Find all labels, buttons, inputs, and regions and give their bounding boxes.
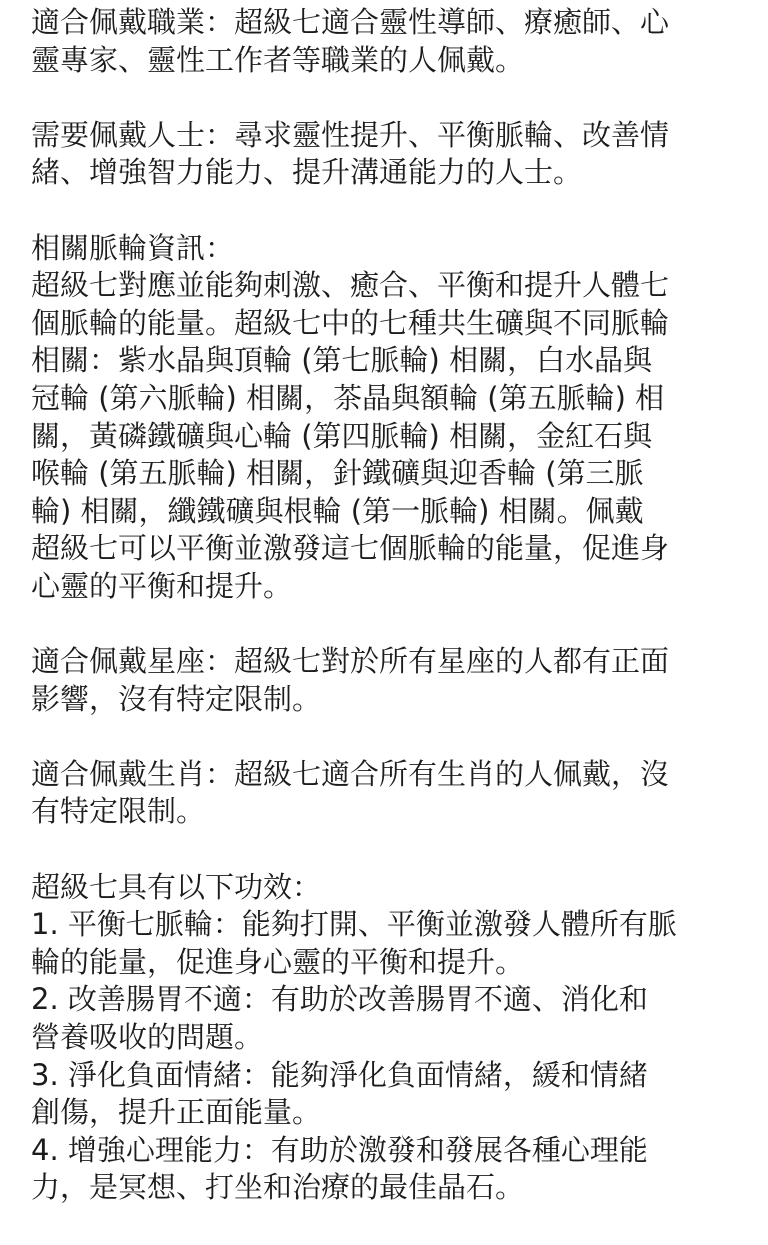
list-item	[31, 1057, 743, 1132]
text-line: 相關：紫水晶與頂輪 (第七脈輪) 相關，白水晶與	[31, 343, 653, 378]
text-line: 超級七對應並能夠刺激、癒合、平衡和提升人體七	[31, 268, 670, 303]
text-line: 2. 改善腸胃不適：有助於改善腸胃不適、消化和	[31, 982, 648, 1017]
text-line: 影響，沒有特定限制。	[31, 681, 322, 716]
effects-heading: 超級七具有以下功效：	[31, 869, 322, 904]
text-line: 力，是冥想、打坐和治療的最佳晶石。	[31, 1170, 525, 1205]
text-line: 心靈的平衡和提升。	[31, 568, 293, 603]
text-line: 營養吸收的問題。	[31, 1020, 264, 1055]
chakra-paragraph	[31, 230, 743, 606]
text-line: 超級七可以平衡並激發這七個脈輪的能量，促進身	[31, 531, 670, 566]
text-line: 創傷，提升正面能量。	[31, 1095, 322, 1130]
text-line: 關，黃磷鐵礦與心輪 (第四脈輪) 相關，金紅石與	[31, 418, 653, 453]
people-paragraph	[31, 117, 743, 192]
effects-list	[31, 906, 743, 1207]
text-line: 3. 淨化負面情緒：能夠淨化負面情緒，緩和情緒	[31, 1057, 648, 1092]
shengxiao-paragraph	[31, 756, 743, 831]
text-line: 靈專家、靈性工作者等職業的人佩戴。	[31, 42, 525, 77]
text-line: 輪的能量，促進身心靈的平衡和提升。	[31, 944, 525, 979]
effects-section	[31, 869, 743, 1207]
text-line: 適合佩戴職業：超級七適合靈性導師、療癒師、心	[31, 5, 670, 39]
chakra-heading: 相關脈輪資訊：	[31, 230, 235, 265]
zodiac-paragraph	[31, 643, 743, 718]
text-line: 4. 增強心理能力：有助於激發和發展各種心理能	[31, 1132, 648, 1167]
text-line: 適合佩戴星座：超級七對於所有星座的人都有正面	[31, 644, 670, 679]
text-line: 輪) 相關，纖鐵礦與根輪 (第一脈輪) 相關。佩戴	[31, 493, 644, 528]
text-line: 冠輪 (第六脈輪) 相關，茶晶與額輪 (第五脈輪) 相	[31, 380, 665, 415]
list-item	[31, 1132, 743, 1207]
text-line: 喉輪 (第五脈輪) 相關，針鐵礦與迎香輪 (第三脈	[31, 456, 644, 491]
text-line: 1. 平衡七脈輪：能夠打開、平衡並激發人體所有脈	[31, 907, 677, 942]
note-body	[31, 4, 743, 1245]
text-line: 需要佩戴人士：尋求靈性提升、平衡脈輪、改善情	[31, 117, 670, 152]
text-line: 個脈輪的能量。超級七中的七種共生礦與不同脈輪	[31, 305, 670, 340]
occupation-paragraph	[31, 4, 743, 79]
list-item	[31, 981, 743, 1056]
text-line: 有特定限制。	[31, 794, 206, 829]
text-line: 緒、增強智力能力、提升溝通能力的人士。	[31, 155, 583, 190]
list-item	[31, 906, 743, 981]
text-line: 適合佩戴生肖：超級七適合所有生肖的人佩戴，沒	[31, 756, 670, 791]
